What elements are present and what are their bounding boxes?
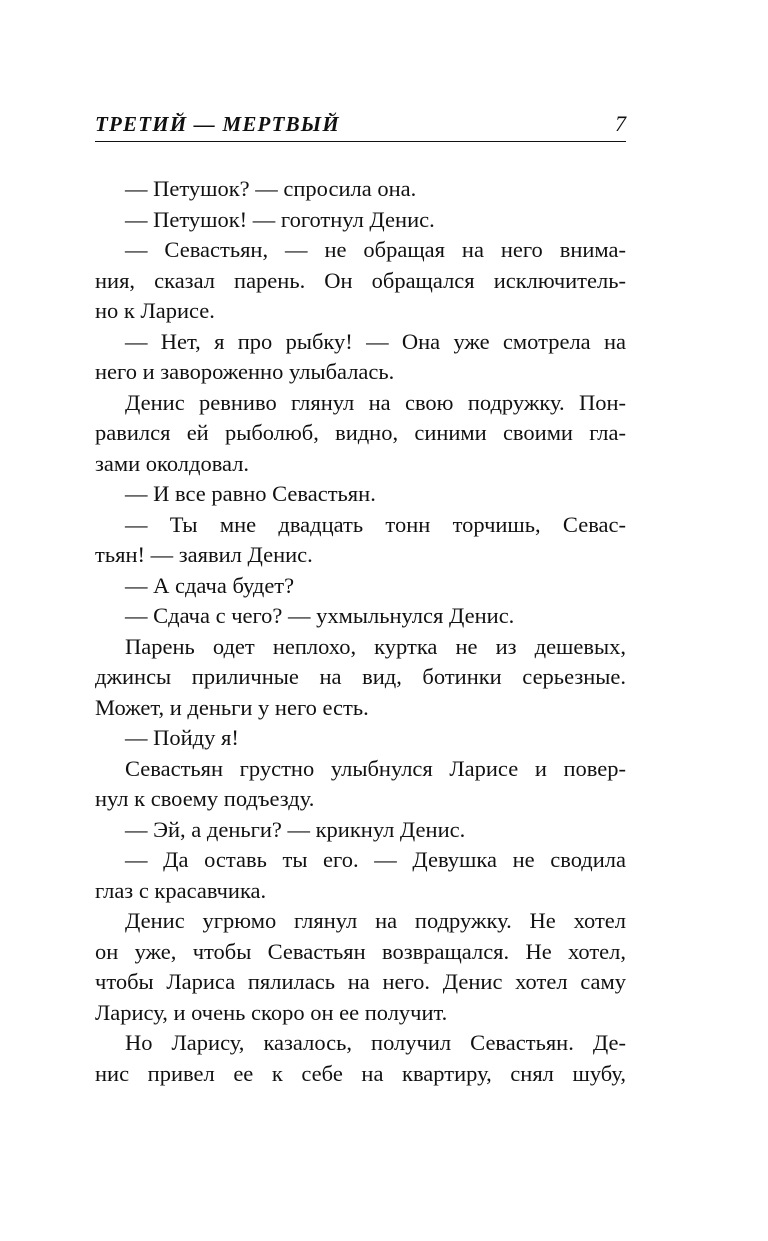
page-text	[95, 174, 626, 1089]
text-line: — Петушок! — гоготнул Денис.	[125, 206, 435, 232]
text-line: — Пойду я!	[125, 725, 239, 750]
text-line: — Ты мне двадцать тонн торчишь, Севас-	[125, 511, 626, 537]
text-line: Может, и деньги у него есть.	[95, 694, 369, 720]
text-line: Но Ларису, казалось, получил Севастьян. Де-	[125, 1030, 626, 1055]
text-line: равился ей рыболюб, видно, синими своими гла-	[95, 420, 626, 445]
text-line: — Сдача с чего? — ухмыльнулся Денис.	[125, 603, 515, 628]
text-line: ния, сказал парень. Он обращался исключитель-	[95, 267, 626, 293]
text-line: Денис ревниво глянул на свою подружку. Пон-	[125, 389, 626, 415]
text-line: зами околдовал.	[95, 450, 250, 476]
text-line: но к Ларисе.	[95, 298, 215, 323]
text-line: — А сдача будет?	[125, 572, 295, 598]
text-line: чтобы Лариса пялилась на него. Денис хотел саму	[95, 969, 626, 994]
text-line: — Эй, а деньги? — крикнул Денис.	[125, 816, 466, 842]
text-line: тьян! — заявил Денис.	[95, 542, 313, 567]
text-line: джинсы приличные на вид, ботинки серьезные.	[95, 664, 626, 689]
text-line: — Севастьян, — не обращая на него внима-	[125, 237, 626, 262]
text-line: — Нет, я про рыбку! — Она уже смотрела на	[125, 328, 626, 354]
text-line: — И все равно Севастьян.	[125, 481, 376, 506]
text-line: него и завороженно улыбалась.	[95, 359, 395, 384]
text-line: нис привел ее к себе на квартиру, снял шубу,	[95, 1060, 626, 1086]
text-line: Севастьян грустно улыбнулся Ларисе и повер-	[125, 755, 626, 781]
running-title: ТРЕТИЙ — МЕРТВЫЙ	[95, 112, 340, 136]
text-line: Ларису, и очень скоро он ее получит.	[95, 999, 448, 1025]
page-number: 7	[615, 111, 626, 136]
text-line: нул к своему подъезду.	[95, 786, 315, 811]
text-line: Денис угрюмо глянул на подружку. Не хотел	[125, 908, 626, 933]
text-line: он уже, чтобы Севастьян возвращался. Не хотел,	[95, 938, 626, 964]
text-line: Парень одет неплохо, куртка не из дешевых,	[125, 633, 626, 659]
running-header	[95, 111, 626, 142]
text-line: — Петушок? — спросила она.	[125, 176, 417, 201]
text-line: — Да оставь ты его. — Девушка не сводила	[125, 847, 626, 872]
text-line: глаз с красавчика.	[95, 877, 267, 903]
